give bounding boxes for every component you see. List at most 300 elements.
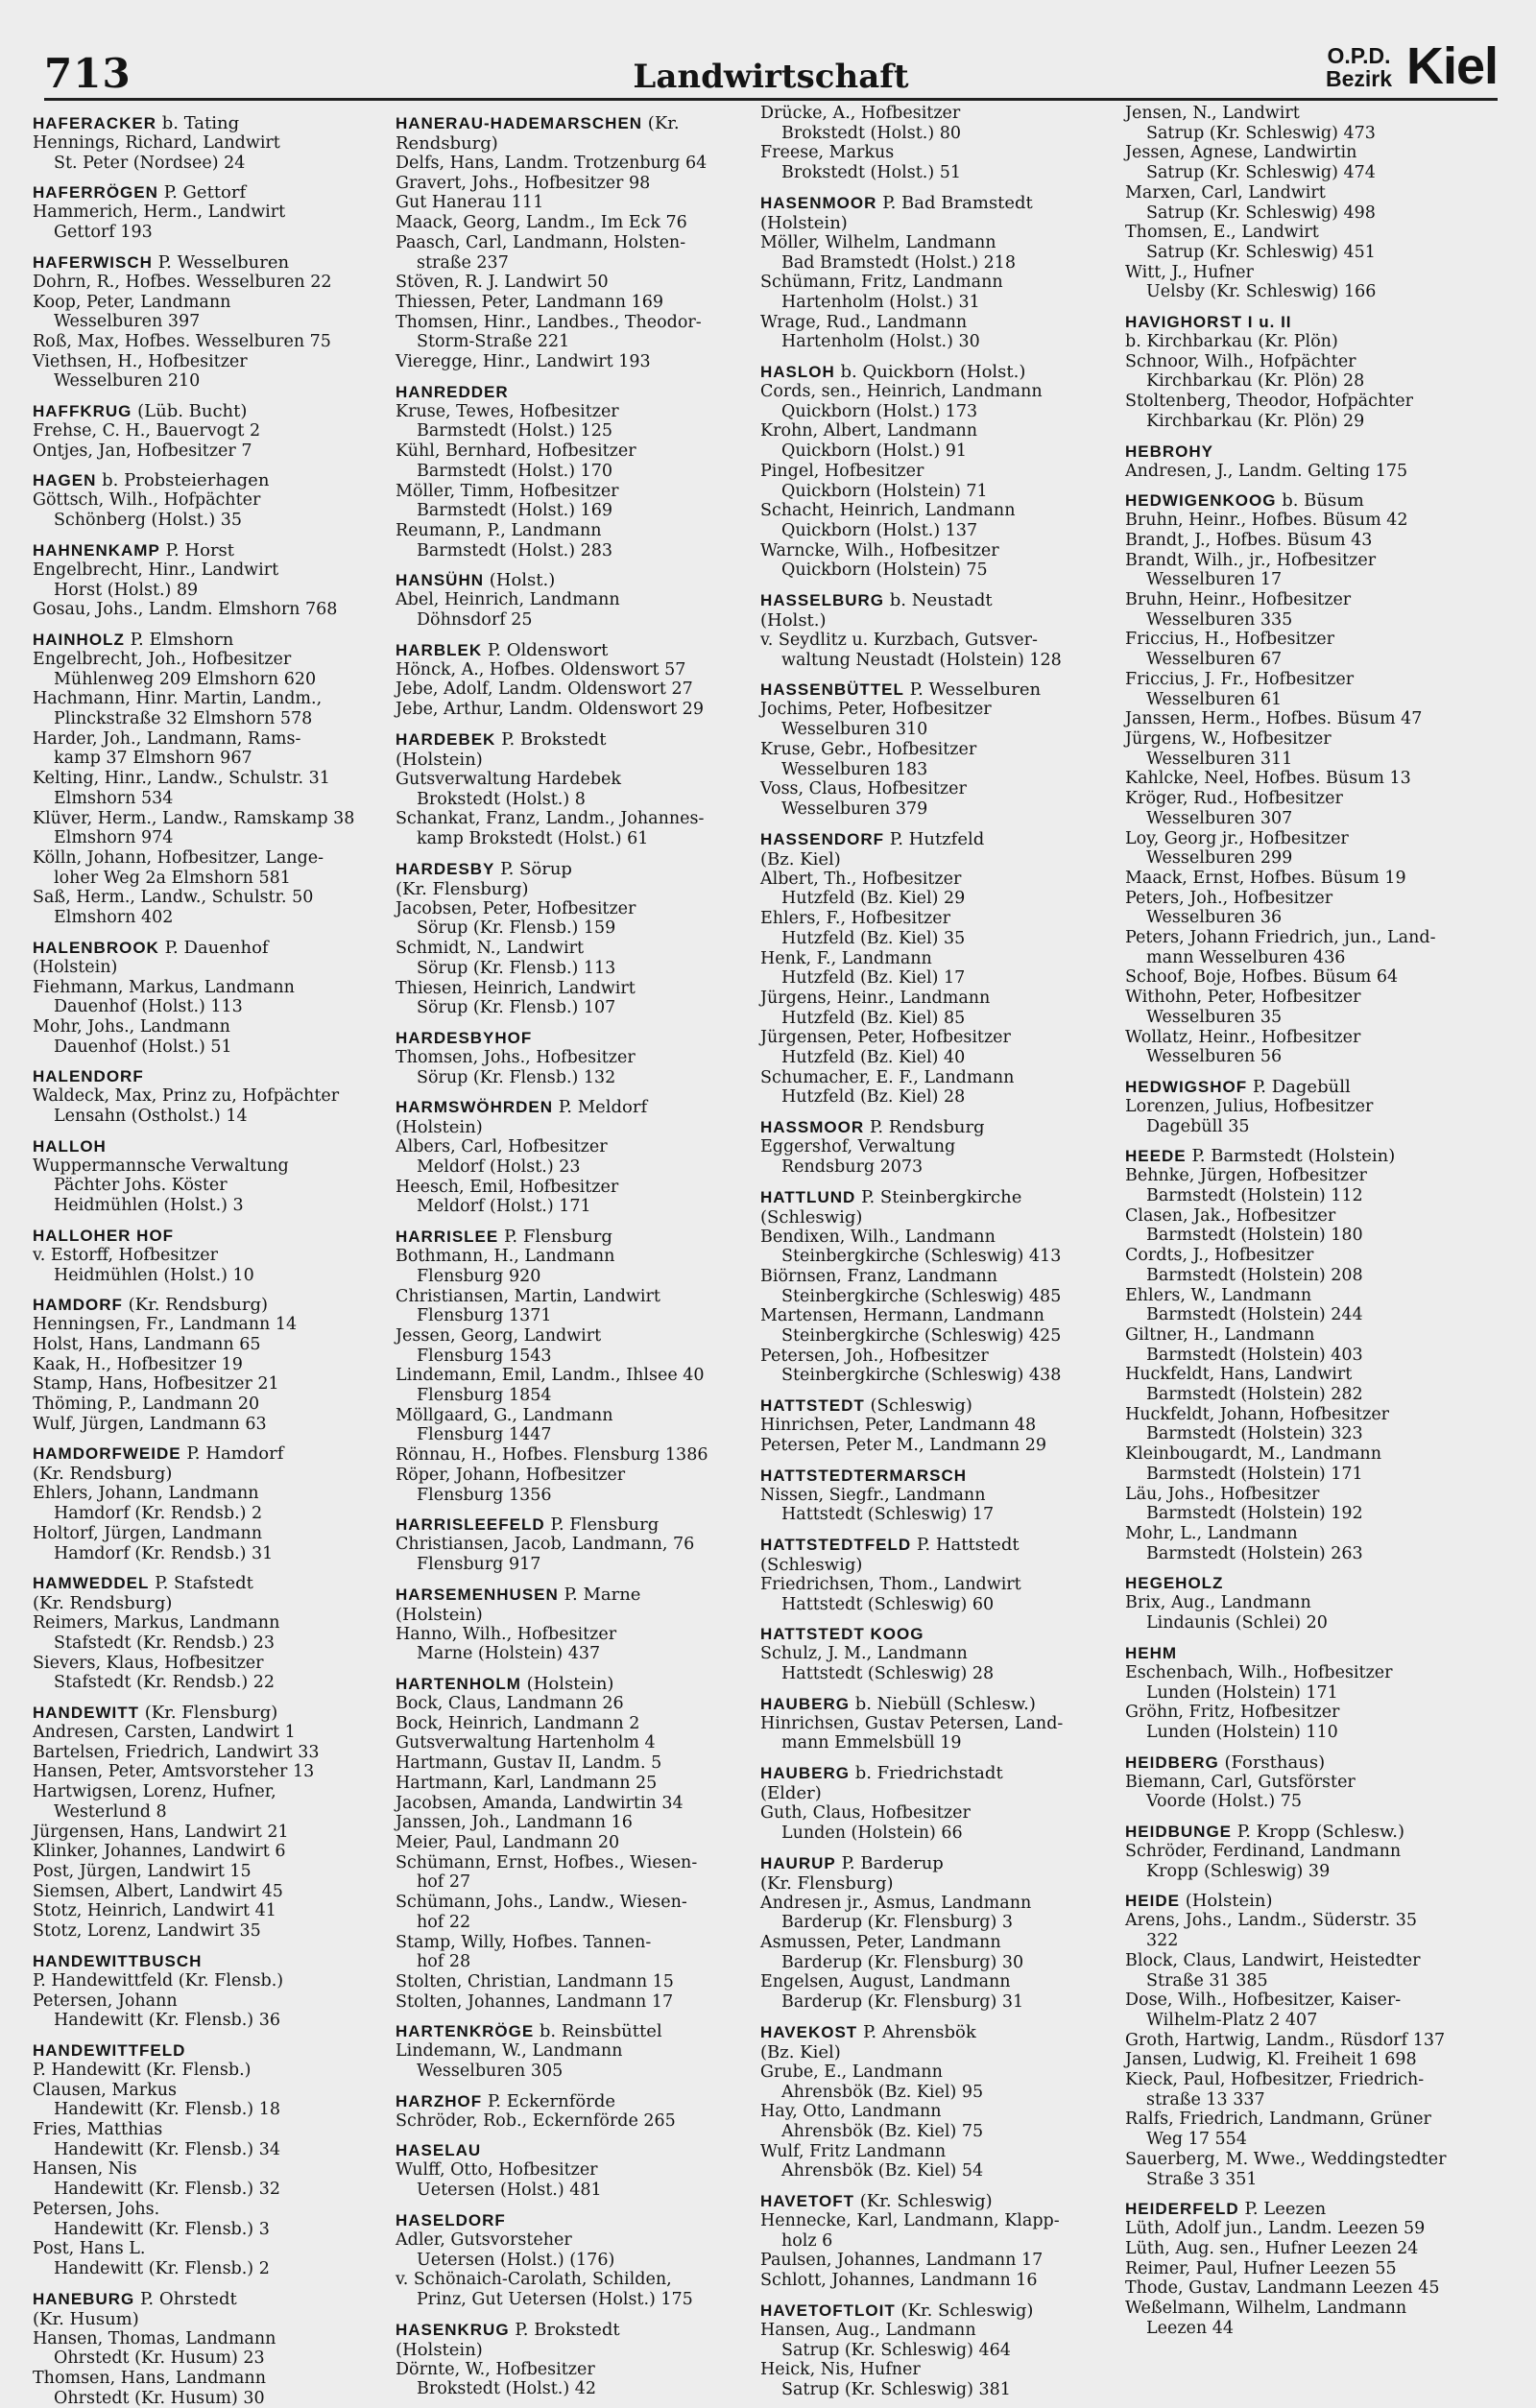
listing-entry: Withohn, Peter, Hofbesitzer Wesselburen 35 — [1125, 988, 1361, 1027]
listing-entry: Dohrn, R., Hofbes. Wesselburen 22 — [33, 272, 332, 292]
listing-entry: Wrage, Rud., Landmann Hartenholm (Holst.) 30 — [760, 312, 980, 352]
place-heading — [1125, 441, 1486, 462]
listing-entry: Thomsen, Hans, Landmann Ohrstedt (Kr. Husum) 30 — [33, 2369, 266, 2408]
place-postal-info: b. Quickborn (Holst.) — [840, 362, 1026, 383]
listing-entry: Groth, Hartwig, Landm., Rüsdorf 137 — [1125, 2030, 1446, 2050]
listing-entry: Brandt, J., Hofbes. Büsum 43 — [1125, 530, 1373, 550]
place-heading — [396, 859, 756, 899]
listing-entry: Möllgaard, G., Landmann Flensburg 1447 — [396, 1405, 613, 1445]
listing-entry: Kröger, Rud., Hofbesitzer Wesselburen 307 — [1125, 789, 1343, 828]
listing-entry: Ehlers, Johann, Landmann Hamdorf (Kr. Rendsb.) 2 — [33, 1484, 263, 1524]
listing-entry: Lindemann, W., Landmann Wesselburen 305 — [396, 2041, 623, 2082]
listing-entry: Lüth, Aug. sen., Hufner Leezen 24 — [1125, 2238, 1419, 2258]
listing-entry: Thomsen, Hinr., Landbes., Theodor- Storm-Straße 221 — [396, 312, 702, 352]
place-name: HEIDBUNGE — [1125, 1823, 1233, 1842]
listing-entry: Möller, Timm, Hofbesitzer Barmstedt (Holst.) 169 — [396, 481, 619, 521]
place-postal-info: P. Wesselburen — [909, 679, 1042, 701]
listing-entry: Jacobsen, Amanda, Landwirtin 34 — [396, 1793, 684, 1813]
listing-entry: Petersen, Joh., Hofbesitzer Steinbergkirche (Schleswig) 438 — [760, 1346, 1062, 1386]
place-postal-info: P. Ahrensbök (Bz. Kiel) — [760, 2021, 976, 2062]
place-postal-info: P. Barderup (Kr. Flensburg) — [760, 1852, 944, 1894]
listing-entry: Lindemann, Emil, Landm., Ihlsee 40 Flensburg 1854 — [396, 1366, 705, 1406]
listing-entry: Albers, Carl, Hofbesitzer Meldorf (Holst.) 23 — [396, 1137, 608, 1178]
place-heading — [33, 1066, 394, 1086]
place-postal-info: (Kr. Flensburg) — [144, 1703, 278, 1724]
listing-entry: Clausen, Markus Handewitt (Kr. Flensb.) 18 — [33, 2080, 280, 2120]
listing-entry: Hammerich, Herm., Landwirt Gettorf 193 — [33, 203, 286, 243]
listing-entry: Stöven, R. J. Landwirt 50 — [396, 273, 609, 293]
place-name: HANERAU-HADEMARSCHEN — [396, 114, 643, 132]
place-postal-info: b. Friedrichstadt (Elder) — [760, 1763, 1003, 1804]
listing-entry: Schröder, Ferdinand, Landmann Kropp (Schleswig) 39 — [1125, 1842, 1402, 1881]
listing-entry: v. Seydlitz u. Kurzbach, Gutsver- waltung Neustadt (Holstein) 128 — [760, 631, 1062, 670]
place-name: HANDEWITTFELD — [33, 2040, 186, 2060]
place-heading — [396, 570, 756, 590]
place-heading — [760, 590, 1121, 631]
listing-entry: Hinrichsen, Peter, Landmann 48 — [760, 1416, 1037, 1436]
place-name: HARBLEK — [396, 640, 483, 659]
place-postal-info: P. Brokstedt (Holstein) — [396, 2319, 620, 2360]
listing-entry: Clasen, Jak., Hofbesitzer Barmstedt (Holstein) 180 — [1125, 1205, 1363, 1246]
listing-entry: Stoltenberg, Theodor, Hofpächter Kirchbarkau (Kr. Plön) 29 — [1125, 392, 1413, 431]
listing-entry: Jürgens, W., Hofbesitzer Wesselburen 311 — [1125, 728, 1332, 769]
listing-entry: Maack, Georg, Landm., Im Eck 76 — [396, 213, 687, 233]
place-heading — [33, 252, 394, 273]
place-heading — [33, 1443, 394, 1484]
listing-entry: v. Estorff, Hofbesitzer Heidmühlen (Holst.) 10 — [33, 1245, 254, 1285]
place-heading — [396, 640, 756, 660]
place-name: HANDEWITT — [33, 1704, 139, 1723]
listing-entry: Henk, F., Landmann Hutzfeld (Bz. Kiel) 17 — [760, 948, 966, 989]
listing-entry: Stotz, Lorenz, Landwirt 35 — [33, 1921, 261, 1942]
place-heading — [33, 401, 394, 421]
place-name: HARDESBYHOF — [396, 1028, 533, 1047]
listing-entry: P. Handewitt (Kr. Flensb.) — [33, 2060, 252, 2080]
listing-entry: Jacobsen, Peter, Hofbesitzer Sörup (Kr. Flensb.) 159 — [396, 898, 636, 939]
place-heading — [760, 1117, 1121, 1137]
listing-entry: Wulf, Jürgen, Landmann 63 — [33, 1414, 267, 1434]
place-name: HARDESBY — [396, 859, 495, 878]
listing-entry: Fiehmann, Markus, Landmann Dauenhof (Holst.) 113 — [33, 977, 295, 1017]
place-postal-info: P. Marne (Holstein) — [396, 1584, 641, 1625]
listing-entry: Kaak, H., Hofbesitzer 19 — [33, 1354, 243, 1374]
listing-entry: Christiansen, Jacob, Landmann, 76 Flensburg 917 — [396, 1535, 695, 1574]
place-heading — [396, 2140, 756, 2160]
listing-entry: Holtorf, Jürgen, Landmann Hamdorf (Kr. Rendsb.) 31 — [33, 1523, 274, 1563]
place-postal-info: b. Probsteierhagen — [102, 470, 270, 491]
place-name: HEIDBERG — [1125, 1752, 1219, 1772]
listing-entry: Schankat, Franz, Landm., Johannes- kamp Brokstedt (Holst.) 61 — [396, 809, 705, 848]
place-name: HAFERRÖGEN — [33, 183, 158, 203]
listing-entry: Schümann, Fritz, Landmann Hartenholm (Holst.) 31 — [760, 273, 1003, 312]
listing-entry: Gutsverwaltung Hartenholm 4 — [396, 1733, 656, 1753]
place-name: HAVETOFT — [760, 2192, 855, 2211]
place-heading — [760, 1624, 1121, 1644]
listing-entry: Friedrichsen, Thom., Landwirt Hattstedt (Schleswig) 60 — [760, 1574, 1021, 1614]
listing-entry: Gravert, Johs., Hofbesitzer 98 — [396, 173, 651, 193]
place-heading — [1125, 1146, 1486, 1166]
listing-entry: Thiessen, Peter, Landmann 169 — [396, 292, 663, 312]
place-postal-info: P. Hamdorf (Kr. Rendsburg) — [33, 1443, 284, 1485]
place-heading — [1125, 490, 1486, 511]
place-postal-info: P. Ohrstedt (Kr. Husum) — [33, 2288, 237, 2329]
listing-entry: (Holstein) — [33, 957, 118, 977]
listing-entry: Mohr, Johs., Landmann Dauenhof (Holst.) 51 — [33, 1016, 232, 1057]
page-number: 713 — [44, 50, 132, 97]
listing-entry: Jürgens, Heinr., Landmann Hutzfeld (Bz. Kiel) 85 — [760, 988, 991, 1028]
listing-entry: Freese, Markus Brokstedt (Holst.) 51 — [760, 143, 961, 183]
listing-entry: Engelbrecht, Hinr., Landwirt Horst (Holst.) 89 — [33, 560, 279, 600]
place-heading — [33, 630, 394, 650]
place-name: HATTSTEDT KOOG — [760, 1625, 924, 1644]
place-name: HAGEN — [33, 471, 97, 490]
listing-entry: Andresen, J., Landm. Gelting 175 — [1125, 461, 1408, 481]
place-heading — [760, 1694, 1121, 1714]
place-postal-info: P. Dauenhof — [164, 937, 269, 958]
listing-entry: Post, Jürgen, Landwirt 15 — [33, 1862, 252, 1881]
place-heading — [760, 362, 1121, 382]
listing-entry: Meier, Paul, Landmann 20 — [396, 1833, 620, 1852]
place-name: HARRISLEE — [396, 1228, 499, 1247]
listing-entry: Drücke, A., Hofbesitzer Brokstedt (Holst.) 80 — [760, 104, 961, 143]
listing-entry: Göttsch, Wilh., Hofpächter Schönberg (Holst.) 35 — [33, 490, 261, 531]
listing-entry: Pingel, Hofbesitzer Quickborn (Holstein) 71 — [760, 461, 988, 501]
place-heading — [396, 1028, 756, 1048]
listing-entry: Biemann, Carl, Gutsförster Voorde (Holst.) 75 — [1125, 1772, 1356, 1812]
place-postal-info: P. Hattstedt (Schleswig) — [760, 1534, 1020, 1575]
listing-entry: Krohn, Albert, Landmann Quickborn (Holst.) 91 — [760, 421, 978, 462]
place-postal-info: P. Flensburg — [503, 1227, 612, 1248]
place-postal-info: P. Meldorf (Holstein) — [396, 1097, 648, 1138]
place-name: HARSEMENHUSEN — [396, 1585, 559, 1604]
listing-entry: Andresen, Carsten, Landwirt 1 — [33, 1723, 296, 1743]
listing-entry: Hanno, Wilh., Hofbesitzer Marne (Holstein) 437 — [396, 1624, 617, 1664]
place-name: HARTENHOLM — [396, 1675, 521, 1694]
place-heading — [33, 470, 394, 490]
listing-entry: Mohr, L., Landmann Barmstedt (Holstein) 263 — [1125, 1524, 1363, 1563]
listing-entry: Schoof, Boje, Hofbes. Büsum 64 — [1125, 967, 1399, 988]
listing-entry: Stolten, Johannes, Landmann 17 — [396, 1991, 674, 2012]
listing-entry: v. Schönaich-Carolath, Schilden, Prinz, Gut Uetersen (Holst.) 175 — [396, 2270, 693, 2309]
listing-entry: Weßelmann, Wilhelm, Landmann Leezen 44 — [1125, 2299, 1407, 2338]
listing-entry: Giltner, H., Landmann Barmstedt (Holstein) 403 — [1125, 1324, 1363, 1365]
place-heading — [760, 1853, 1121, 1894]
place-name: HAMDORF — [33, 1296, 123, 1315]
listing-entry: Reumann, P., Landmann Barmstedt (Holst.) 283 — [396, 520, 613, 560]
listing-entry: Thiesen, Heinrich, Landwirt Sörup (Kr. Flensb.) 107 — [396, 978, 636, 1018]
place-name: HASSENBÜTTEL — [760, 680, 904, 700]
place-heading — [396, 1585, 756, 1625]
place-heading — [760, 1466, 1121, 1486]
place-heading — [1125, 1573, 1486, 1593]
listing-entry: Hay, Otto, Landmann Ahrensbök (Bz. Kiel) 75 — [760, 2102, 984, 2141]
place-postal-info: P. Kropp (Schlesw.) — [1236, 1822, 1405, 1843]
place-name: HAVEKOST — [760, 2022, 858, 2041]
place-postal-info: P. Rendsburg — [869, 1117, 985, 1138]
place-heading — [396, 2021, 756, 2041]
listing-entry: Jochims, Peter, Hofbesitzer Wesselburen 310 — [760, 700, 992, 740]
listing-entry: Fries, Matthias Handewitt (Kr. Flensb.) 34 — [33, 2120, 280, 2159]
listing-entry: Maack, Ernst, Hofbes. Büsum 19 — [1125, 868, 1406, 888]
listing-entry: Witt, J., Hufner Uelsby (Kr. Schleswig) 166 — [1125, 262, 1377, 302]
place-heading — [760, 1187, 1121, 1228]
listing-entry: Klinker, Johannes, Landwirt 6 — [33, 1842, 286, 1862]
place-heading — [396, 729, 756, 770]
listing-entry: Vieregge, Hinr., Landwirt 193 — [396, 352, 651, 372]
place-postal-info: P. Flensburg — [550, 1514, 660, 1536]
listing-entry: Adler, Gutsvorsteher Uetersen (Holst.) (176) — [396, 2229, 615, 2270]
place-name: HALENDORF — [33, 1067, 144, 1086]
place-name: HASELDORF — [396, 2210, 506, 2229]
place-heading — [760, 2191, 1121, 2211]
place-name: HEBROHY — [1125, 441, 1214, 461]
listing-entry: Jessen, Georg, Landwirt Flensburg 1543 — [396, 1325, 602, 1366]
place-name: HAFFKRUG — [33, 402, 132, 421]
listing-entry: Warncke, Wilh., Hofbesitzer Quickborn (Holstein) 75 — [760, 540, 999, 581]
bezirk-label: Bezirk — [1325, 66, 1392, 91]
place-postal-info: (Holst.) — [489, 570, 556, 591]
listing-entry: Lüth, Adolf jun., Landm. Leezen 59 — [1125, 2219, 1426, 2239]
listing-entry: Loy, Georg jr., Hofbesitzer Wesselburen 299 — [1125, 828, 1349, 869]
listing-entry: Cords, sen., Heinrich, Landmann Quickborn (Holst.) 173 — [760, 382, 1043, 421]
listing-entry: Sauerberg, M. Wwe., Weddingstedter Straße 3 351 — [1125, 2149, 1447, 2189]
place-heading — [33, 1136, 394, 1156]
place-heading — [396, 1514, 756, 1535]
opd-label: O.P.D. — [1327, 43, 1391, 68]
listing-entry: Brandt, Wilh., jr., Hofbesitzer Wesselburen 17 — [1125, 550, 1377, 590]
listing-entry: Abel, Heinrich, Landmann Döhnsdorf 25 — [396, 590, 620, 631]
place-name: HASSENDORF — [760, 829, 885, 848]
place-postal-info: b. Neustadt (Holst.) — [760, 590, 993, 632]
place-name: HAFERWISCH — [33, 252, 153, 272]
place-name: HEIDE — [1125, 1892, 1180, 1911]
place-name: HANREDDER — [396, 382, 509, 401]
listing-entry: Hansen, Aug., Landmann Satrup (Kr. Schleswig) 464 — [760, 2320, 1011, 2360]
place-postal-info: P. Gettorf — [163, 182, 247, 203]
place-heading — [1125, 1891, 1486, 1911]
listing-entry: Huckfeldt, Hans, Landwirt Barmstedt (Holstein) 282 — [1125, 1365, 1363, 1405]
place-heading — [33, 1295, 394, 1315]
listing-entry: Ehlers, F., Hofbesitzer Hutzfeld (Bz. Kiel) 35 — [760, 909, 966, 948]
listing-entry: Schulz, J. M., Landmann Hattstedt (Schleswig) 28 — [760, 1644, 995, 1684]
listing-entry: Schlott, Johannes, Landmann 16 — [760, 2271, 1038, 2291]
listing-entry: Stolten, Christian, Landmann 15 — [396, 1971, 674, 1991]
place-name: HANDEWITTBUSCH — [33, 1951, 203, 1970]
place-name: HASELAU — [396, 2141, 482, 2160]
place-heading — [1125, 2199, 1486, 2219]
listing-entry: Heick, Nis, Hufner Satrup (Kr. Schleswig) 381 — [760, 2360, 1011, 2399]
place-postal-info: P. Hutzfeld (Bz. Kiel) — [760, 828, 985, 870]
listing-entry: Schumacher, E. F., Landmann Hutzfeld (Bz. Kiel) 28 — [760, 1067, 1015, 1108]
place-name: HEHM — [1125, 1643, 1178, 1662]
listing-entry: Schümann, Ernst, Hofbes., Wiesen- hof 27 — [396, 1852, 698, 1893]
listing-entry: Bruhn, Heinr., Hofbesitzer Wesselburen 335 — [1125, 590, 1352, 630]
place-postal-info: b. Tating — [161, 113, 240, 133]
district-city: Kiel — [1405, 37, 1498, 95]
place-name: HAVIGHORST I u. II — [1125, 313, 1292, 332]
listing-entry: Saß, Herm., Landw., Schulstr. 50 Elmshorn 402 — [33, 888, 314, 928]
place-name: HEGEHOLZ — [1125, 1574, 1224, 1593]
listing-entry: Bartelsen, Friedrich, Landwirt 33 — [33, 1742, 320, 1762]
place-heading — [1125, 312, 1486, 332]
place-name: HAMWEDDEL — [33, 1574, 150, 1593]
listing-entry: Hachmann, Hinr. Martin, Landm., Plinckstraße 32 Elmshorn 578 — [33, 689, 323, 729]
page-header — [44, 29, 1498, 107]
listing-entry: Kruse, Tewes, Hofbesitzer Barmstedt (Holst.) 125 — [396, 401, 619, 441]
listing-entry: Brix, Aug., Landmann Lindaunis (Schlei) 20 — [1125, 1593, 1328, 1633]
place-name: HASSMOOR — [760, 1118, 865, 1137]
listing-entry: Röper, Johann, Hofbesitzer Flensburg 1356 — [396, 1465, 626, 1505]
listing-entry: Ralfs, Friedrich, Landmann, Grüner Weg 17 554 — [1125, 2110, 1431, 2150]
place-heading — [396, 2091, 756, 2111]
listing-entry: Wulff, Otto, Hofbesitzer Uetersen (Holst.) 481 — [396, 2160, 602, 2201]
listing-entry: Hartmann, Gustav II, Landm. 5 — [396, 1753, 662, 1774]
listing-entry: Holst, Hans, Landmann 65 — [33, 1334, 261, 1354]
place-heading — [1125, 1643, 1486, 1663]
listing-entry: Läu, Johs., Hofbesitzer Barmstedt (Holstein) 192 — [1125, 1484, 1363, 1524]
listing-entry: Kölln, Johann, Hofbesitzer, Lange- loher Weg 2a Elmshorn 581 — [33, 847, 324, 888]
listing-entry: Hansen, Nis Handewitt (Kr. Flensb.) 32 — [33, 2159, 280, 2200]
listing-entry: Henningsen, Fr., Landmann 14 — [33, 1315, 298, 1335]
place-heading — [760, 1395, 1121, 1416]
listing-entry: Hennings, Richard, Landwirt St. Peter (Nordsee) 24 — [33, 133, 280, 173]
listing-entry: Schacht, Heinrich, Landmann Quickborn (Holst.) 137 — [760, 501, 1016, 540]
listing-entry: Marxen, Carl, Landwirt Satrup (Kr. Schleswig) 498 — [1125, 182, 1376, 223]
place-name: HATTSTEDTERMARSCH — [760, 1466, 968, 1485]
place-postal-info: P. Leezen — [1244, 2199, 1327, 2220]
place-postal-info: P. Horst — [165, 539, 235, 560]
listing-entry: Dose, Wilh., Hofbesitzer, Kaiser- Wilhelm-Platz 2 407 — [1125, 1991, 1402, 2030]
listing-entry: Nissen, Siegfr., Landmann Hattstedt (Schleswig) 17 — [760, 1485, 995, 1525]
listing-entry: Voss, Claus, Hofbesitzer Wesselburen 379 — [760, 779, 967, 819]
place-name: HEIDERFELD — [1125, 2200, 1239, 2219]
listing-entry: Jebe, Adolf, Landm. Oldenswort 27 — [396, 679, 693, 700]
place-heading — [396, 382, 756, 402]
listing-entry: Petersen, Johs. Handewitt (Kr. Flensb.) 3 — [33, 2199, 270, 2239]
column-1 — [33, 104, 394, 2408]
place-name: HASENKRUG — [396, 2320, 510, 2339]
listing-entry: Möller, Wilhelm, Landmann Bad Bramstedt (Holst.) 218 — [760, 232, 1017, 273]
listing-entry: Petersen, Johann Handewitt (Kr. Flensb.) 36 — [33, 1991, 280, 2031]
listing-entry: Schmidt, N., Landwirt Sörup (Kr. Flensb.) 113 — [396, 939, 616, 978]
listing-entry: Ontjes, Jan, Hofbesitzer 7 — [33, 441, 252, 461]
listing-entry: Gosau, Johs., Landm. Elmshorn 768 — [33, 600, 338, 620]
listing-entry: Paasch, Carl, Landmann, Holsten- straße 237 — [396, 232, 686, 273]
place-name: HASLOH — [760, 363, 835, 382]
listing-entry: Kleinbougardt, M., Landmann Barmstedt (Holstein) 171 — [1125, 1444, 1381, 1484]
listing-entry: Reimer, Paul, Hufner Leezen 55 — [1125, 2258, 1397, 2278]
place-heading — [1125, 1077, 1486, 1097]
place-postal-info: P. Steinbergkirche (Schleswig) — [760, 1186, 1022, 1228]
place-name: HEDWIGSHOF — [1125, 1077, 1248, 1096]
place-heading — [33, 2289, 394, 2329]
place-name: HEDWIGENKOOG — [1125, 491, 1277, 511]
place-postal-info: (Forsthaus) — [1224, 1752, 1326, 1773]
column-3 — [760, 104, 1121, 2399]
listing-entry: Schröder, Rob., Eckernförde 265 — [396, 2110, 676, 2131]
listing-entry: Biörnsen, Franz, Landmann Steinbergkirche (Schleswig) 485 — [760, 1266, 1062, 1306]
place-heading — [33, 1573, 394, 1613]
listing-entry: Thomsen, E., Landwirt Satrup (Kr. Schleswig) 451 — [1125, 223, 1376, 262]
listing-entry: Hansen, Thomas, Landmann Ohrstedt (Kr. Husum) 23 — [33, 2328, 276, 2369]
listing-entry: Bock, Claus, Landmann 26 — [396, 1694, 624, 1714]
listing-entry: Lorenzen, Julius, Hofbesitzer Dagebüll 35 — [1125, 1096, 1374, 1136]
place-postal-info: (Holstein) — [526, 1674, 614, 1695]
listing-entry: Jürgensen, Peter, Hofbesitzer Hutzfeld (Bz. Kiel) 40 — [760, 1028, 1011, 1068]
place-heading — [33, 540, 394, 560]
place-postal-info: P. Oldenswort — [487, 639, 609, 660]
listing-entry: Hartmann, Karl, Landmann 25 — [396, 1773, 658, 1793]
listing-entry: Koop, Peter, Landmann Wesselburen 397 — [33, 292, 231, 332]
listing-entry: Eschenbach, Wilh., Hofbesitzer Lunden (Holstein) 171 — [1125, 1662, 1393, 1703]
place-heading — [396, 1227, 756, 1247]
listing-entry: Martensen, Hermann, Landmann Steinbergkirche (Schleswig) 425 — [760, 1306, 1062, 1347]
listing-entry: Christiansen, Martin, Landwirt Flensburg 1371 — [396, 1286, 660, 1326]
place-postal-info: b. Büsum — [1282, 490, 1364, 512]
place-name: HAMDORFWEIDE — [33, 1444, 181, 1464]
listing-entry: Andresen jr., Asmus, Landmann Barderup (Kr. Flensburg) 3 — [760, 1893, 1032, 1933]
listing-entry: Post, Hans L. Handewitt (Kr. Flensb.) 2 — [33, 2239, 270, 2278]
listing-entry: Kruse, Gebr., Hofbesitzer Wesselburen 183 — [760, 739, 977, 779]
listing-entry: Reimers, Markus, Landmann Stafstedt (Kr. Rendsb.) 23 — [33, 1613, 280, 1653]
listing-entry: Hinrichsen, Gustav Petersen, Land- mann Emmelsbüll 19 — [760, 1713, 1064, 1753]
listing-entry: Heesch, Emil, Hofbesitzer Meldorf (Holst.) 171 — [396, 1177, 619, 1217]
listing-entry: Guth, Claus, Hofbesitzer Lunden (Holstein) 66 — [760, 1803, 971, 1843]
listing-entry: Jensen, N., Landwirt Satrup (Kr. Schleswig) 473 — [1125, 104, 1376, 143]
place-heading — [760, 679, 1121, 700]
place-postal-info: P. Eckernförde — [487, 2090, 616, 2111]
listing-entry: Gröhn, Fritz, Hofbesitzer Lunden (Holstein) 110 — [1125, 1703, 1340, 1742]
place-heading — [396, 113, 756, 154]
listing-entry: P. Handewittfeld (Kr. Flensb.) — [33, 1970, 284, 1991]
listing-entry: Huckfeldt, Johann, Hofbesitzer Barmstedt (Holstein) 323 — [1125, 1404, 1390, 1444]
place-name: HAUBERG — [760, 1694, 850, 1713]
listing-entry: Peters, Johann Friedrich, jun., Land- mann Wesselburen 436 — [1125, 928, 1436, 967]
listing-entry: Kelting, Hinr., Landw., Schulstr. 31 Elmshorn 534 — [33, 769, 330, 808]
place-heading — [33, 1703, 394, 1723]
place-postal-info: P. Sörup (Kr. Flensburg) — [396, 858, 572, 899]
place-postal-info: P. Elmshorn — [130, 629, 234, 650]
listing-entry: Ehlers, W., Landmann Barmstedt (Holstein) 244 — [1125, 1285, 1363, 1325]
listing-entry: Stotz, Heinrich, Landwirt 41 — [33, 1901, 276, 1921]
place-postal-info: P. Brokstedt (Holstein) — [396, 728, 607, 770]
listing-entry: Janssen, Herm., Hofbes. Büsum 47 — [1125, 709, 1423, 729]
listing-entry: Arens, Johs., Landm., Süderstr. 35 322 — [1125, 1911, 1418, 1951]
place-heading — [760, 1535, 1121, 1575]
place-heading — [396, 2210, 756, 2230]
listing-entry: Frehse, C. H., Bauervogt 2 — [33, 421, 261, 441]
place-postal-info: P. Wesselburen — [157, 251, 290, 273]
place-heading — [396, 1674, 756, 1694]
place-name: HATTSTEDTFELD — [760, 1535, 912, 1554]
place-heading — [396, 2320, 756, 2360]
place-name: HALENBROOK — [33, 938, 159, 957]
place-postal-info: P. Barmstedt (Holstein) — [1191, 1146, 1396, 1167]
place-name: HANEBURG — [33, 2289, 135, 2308]
place-name: HASSELBURG — [760, 591, 885, 610]
listing-entry: Hönck, A., Hofbes. Oldenswort 57 — [396, 659, 686, 679]
listing-entry: Dörnte, W., Hofbesitzer Brokstedt (Holst.) 42 — [396, 2359, 596, 2399]
place-name: HARRISLEEFELD — [396, 1515, 545, 1535]
listing-entry: Grube, E., Landmann Ahrensbök (Bz. Kiel) 95 — [760, 2062, 984, 2102]
listing-entry: Schnoor, Wilh., Hofpächter Kirchbarkau (Kr. Plön) 28 — [1125, 351, 1365, 392]
place-name: HAFERACKER — [33, 114, 156, 132]
place-name: HALLOHER HOF — [33, 1226, 175, 1245]
listing-entry: Schümann, Johs., Landw., Wiesen- hof 22 — [396, 1893, 687, 1932]
listing-entry: Peters, Joh., Hofbesitzer Wesselburen 36 — [1125, 888, 1333, 928]
listing-entry: Petersen, Peter M., Landmann 29 — [760, 1435, 1047, 1455]
place-name: HAHNENKAMP — [33, 540, 160, 560]
